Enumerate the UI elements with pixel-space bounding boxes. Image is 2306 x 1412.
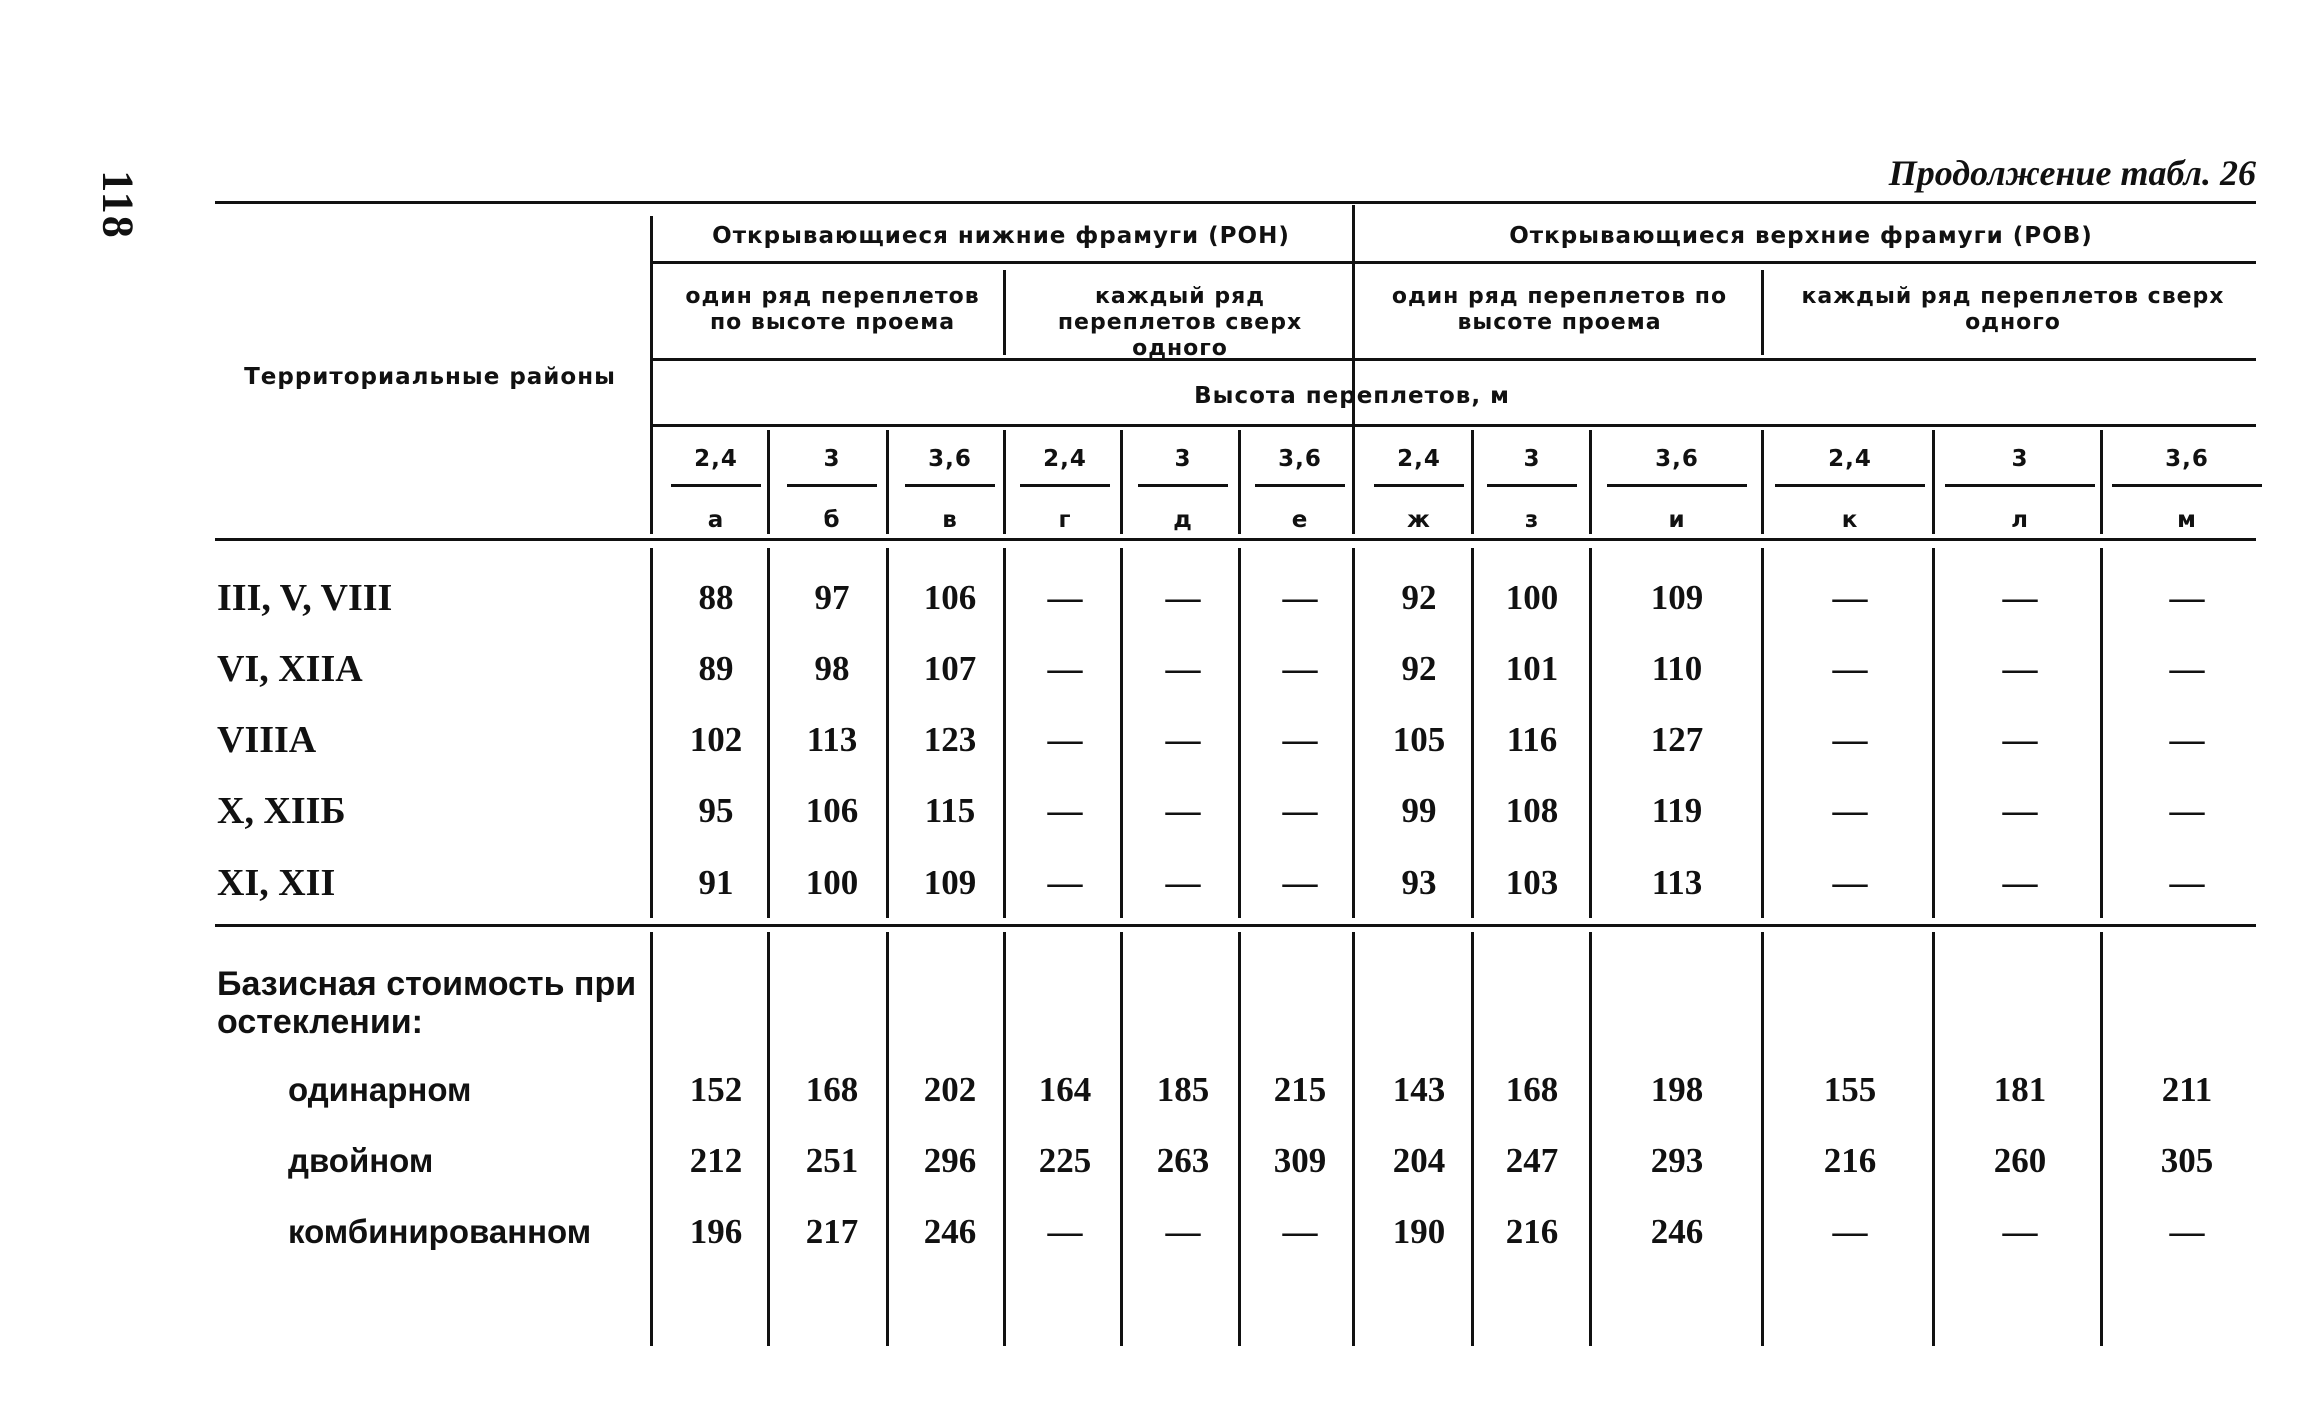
glazing-type-label: двойном bbox=[288, 1142, 434, 1179]
height-underline bbox=[1374, 484, 1464, 487]
value-cell: 246 bbox=[1650, 1212, 1704, 1251]
value-cell: 99 bbox=[1401, 791, 1437, 830]
column-letter: б bbox=[823, 507, 841, 533]
rule-top bbox=[215, 201, 2256, 204]
column-rule bbox=[767, 430, 770, 534]
column-rule bbox=[1761, 548, 1764, 918]
value-cell: — bbox=[1165, 863, 1201, 902]
value-cell: 89 bbox=[698, 649, 734, 688]
value-cell: 100 bbox=[805, 863, 859, 902]
value-cell: 305 bbox=[2160, 1141, 2214, 1180]
value-cell: 181 bbox=[1993, 1070, 2047, 1109]
value-cell: 293 bbox=[1650, 1141, 1704, 1180]
value-cell: 106 bbox=[923, 578, 977, 617]
value-cell: 109 bbox=[1650, 578, 1704, 617]
value-cell: — bbox=[1165, 649, 1201, 688]
value-cell: 95 bbox=[698, 791, 734, 830]
column-rule bbox=[767, 548, 770, 918]
value-cell: 100 bbox=[1505, 578, 1559, 617]
group-header-lower: Открывающиеся нижние фрамуги (РОН) bbox=[712, 223, 1290, 249]
glazing-type-label: комбинированном bbox=[288, 1213, 592, 1250]
column-letter: л bbox=[2011, 507, 2029, 533]
subgroup-header-upper-each: каждый ряд переплетов сверх одного bbox=[1801, 284, 2225, 335]
value-cell: 155 bbox=[1823, 1070, 1877, 1109]
value-cell: 105 bbox=[1392, 720, 1446, 759]
column-rule bbox=[886, 932, 889, 1346]
value-cell: 127 bbox=[1650, 720, 1704, 759]
value-cell: 92 bbox=[1401, 649, 1437, 688]
column-letter: ж bbox=[1407, 507, 1431, 533]
value-cell: — bbox=[2169, 791, 2205, 830]
column-rule bbox=[2100, 932, 2103, 1346]
value-cell: — bbox=[2169, 720, 2205, 759]
value-cell: 92 bbox=[1401, 578, 1437, 617]
column-letter: в bbox=[942, 507, 958, 533]
height-cell: 3,6 bbox=[1655, 446, 1699, 472]
column-rule bbox=[1238, 932, 1241, 1346]
height-underline bbox=[1607, 484, 1747, 487]
column-rule bbox=[2100, 430, 2103, 534]
value-cell: — bbox=[1832, 720, 1868, 759]
column-rule bbox=[650, 932, 653, 1346]
value-cell: 123 bbox=[923, 720, 977, 759]
column-letter: г bbox=[1058, 507, 1072, 533]
height-cell: 2,4 bbox=[1397, 446, 1441, 472]
value-cell: — bbox=[1282, 578, 1318, 617]
subgroup-divider-lower bbox=[1003, 270, 1006, 355]
value-cell: 119 bbox=[1651, 791, 1703, 830]
column-rule bbox=[1238, 430, 1241, 534]
value-cell: 107 bbox=[923, 649, 977, 688]
value-cell: 113 bbox=[1651, 863, 1703, 902]
column-rule bbox=[1471, 548, 1474, 918]
value-cell: — bbox=[2002, 578, 2038, 617]
column-rule bbox=[1003, 548, 1006, 918]
value-cell: 113 bbox=[806, 720, 858, 759]
column-rule bbox=[886, 548, 889, 918]
value-cell: — bbox=[2002, 1212, 2038, 1251]
value-cell: 190 bbox=[1392, 1212, 1446, 1251]
value-cell: 101 bbox=[1505, 649, 1559, 688]
height-underline bbox=[1775, 484, 1925, 487]
region-label: XI, XII bbox=[217, 862, 336, 904]
column-rule bbox=[767, 932, 770, 1346]
value-cell: 164 bbox=[1038, 1070, 1092, 1109]
value-cell: 212 bbox=[689, 1141, 743, 1180]
value-cell: 103 bbox=[1505, 863, 1559, 902]
column-rule bbox=[1471, 430, 1474, 534]
column-rule bbox=[1932, 430, 1935, 534]
value-cell: — bbox=[1832, 1212, 1868, 1251]
value-cell: 93 bbox=[1401, 863, 1437, 902]
value-cell: 97 bbox=[814, 578, 850, 617]
value-cell: — bbox=[2002, 649, 2038, 688]
subgroup-header-lower-each: каждый ряд переплетов сверх одного bbox=[1057, 284, 1303, 361]
value-cell: — bbox=[2169, 578, 2205, 617]
value-cell: 115 bbox=[924, 791, 976, 830]
value-cell: 102 bbox=[689, 720, 743, 759]
table-continuation-caption: Продолжение табл. 26 bbox=[1888, 153, 2256, 193]
height-underline bbox=[787, 484, 877, 487]
height-underline bbox=[1255, 484, 1345, 487]
value-cell: — bbox=[1165, 720, 1201, 759]
value-cell: 216 bbox=[1505, 1212, 1559, 1251]
column-letter: з bbox=[1524, 507, 1540, 533]
height-cell: 3,6 bbox=[2165, 446, 2209, 472]
value-cell: — bbox=[1047, 1212, 1083, 1251]
value-cell: 168 bbox=[1505, 1070, 1559, 1109]
value-cell: 204 bbox=[1392, 1141, 1446, 1180]
value-cell: — bbox=[1047, 791, 1083, 830]
column-rule bbox=[1120, 932, 1123, 1346]
region-label: X, XIIБ bbox=[217, 790, 346, 832]
value-cell: — bbox=[2169, 863, 2205, 902]
page-number: 118 bbox=[93, 170, 143, 240]
value-cell: — bbox=[2002, 791, 2038, 830]
value-cell: — bbox=[1047, 863, 1083, 902]
height-underline bbox=[2112, 484, 2262, 487]
height-label: Высота переплетов, м bbox=[1194, 383, 1510, 409]
column-rule bbox=[1932, 548, 1935, 918]
rule-header-bottom bbox=[215, 538, 2256, 541]
value-cell: 88 bbox=[698, 578, 734, 617]
value-cell: 91 bbox=[698, 863, 734, 902]
value-cell: 98 bbox=[814, 649, 850, 688]
value-cell: 215 bbox=[1273, 1070, 1327, 1109]
value-cell: — bbox=[1832, 863, 1868, 902]
value-cell: — bbox=[1047, 649, 1083, 688]
column-rule bbox=[1003, 932, 1006, 1346]
rule-under-subgroups bbox=[653, 358, 2256, 361]
height-cell: 3 bbox=[823, 446, 841, 472]
column-rule bbox=[1589, 548, 1592, 918]
value-cell: — bbox=[1282, 720, 1318, 759]
value-cell: — bbox=[2002, 863, 2038, 902]
column-rule bbox=[1761, 430, 1764, 534]
height-cell: 2,4 bbox=[1043, 446, 1087, 472]
height-underline bbox=[1487, 484, 1577, 487]
height-underline bbox=[671, 484, 761, 487]
value-cell: — bbox=[1832, 578, 1868, 617]
height-cell: 3,6 bbox=[1278, 446, 1322, 472]
value-cell: 263 bbox=[1156, 1141, 1210, 1180]
value-cell: 247 bbox=[1505, 1141, 1559, 1180]
height-cell: 3 bbox=[2011, 446, 2029, 472]
height-underline bbox=[1138, 484, 1228, 487]
column-rule bbox=[1352, 932, 1355, 1346]
height-underline bbox=[1945, 484, 2095, 487]
glazing-type-label: одинарном bbox=[288, 1071, 472, 1108]
value-cell: — bbox=[2002, 720, 2038, 759]
value-cell: — bbox=[1282, 791, 1318, 830]
height-cell: 2,4 bbox=[1828, 446, 1872, 472]
column-rule bbox=[1352, 548, 1355, 918]
column-rule bbox=[2100, 548, 2103, 918]
column-letter: д bbox=[1173, 507, 1193, 533]
value-cell: 196 bbox=[689, 1212, 743, 1251]
value-cell: 109 bbox=[923, 863, 977, 902]
value-cell: 251 bbox=[805, 1141, 859, 1180]
height-cell: 3 bbox=[1174, 446, 1192, 472]
value-cell: 110 bbox=[1651, 649, 1703, 688]
column-rule bbox=[650, 430, 653, 534]
column-letter: и bbox=[1668, 507, 1686, 533]
region-label: VI, XIIА bbox=[217, 648, 363, 690]
value-cell: — bbox=[1047, 720, 1083, 759]
group-header-upper: Открывающиеся верхние фрамуги (РОВ) bbox=[1509, 223, 2093, 249]
column-letter: м bbox=[2177, 507, 2197, 533]
height-cell: 3 bbox=[1523, 446, 1541, 472]
column-rule bbox=[1471, 932, 1474, 1346]
value-cell: — bbox=[1832, 791, 1868, 830]
value-cell: — bbox=[1047, 578, 1083, 617]
value-cell: — bbox=[1165, 791, 1201, 830]
value-cell: 296 bbox=[923, 1141, 977, 1180]
column-rule bbox=[1589, 932, 1592, 1346]
column-rule bbox=[1120, 430, 1123, 534]
height-underline bbox=[905, 484, 995, 487]
value-cell: — bbox=[1165, 578, 1201, 617]
value-cell: — bbox=[1165, 1212, 1201, 1251]
region-label: III, V, VIII bbox=[217, 577, 393, 619]
base-cost-label: Базисная стоимость при остеклении: bbox=[217, 965, 637, 1041]
value-cell: — bbox=[1282, 863, 1318, 902]
column-rule bbox=[886, 430, 889, 534]
column-rule bbox=[1120, 548, 1123, 918]
rule-under-height-label bbox=[653, 424, 2256, 427]
value-cell: — bbox=[1282, 1212, 1318, 1251]
column-letter: а bbox=[707, 507, 725, 533]
subgroup-header-lower-one: один ряд переплетов по высоте проема bbox=[685, 284, 980, 335]
value-cell: 106 bbox=[805, 791, 859, 830]
column-rule bbox=[1003, 430, 1006, 534]
column-rule bbox=[1932, 932, 1935, 1346]
rule-section-divider bbox=[215, 924, 2256, 927]
value-cell: — bbox=[1832, 649, 1868, 688]
value-cell: — bbox=[2169, 1212, 2205, 1251]
height-underline bbox=[1020, 484, 1110, 487]
value-cell: 309 bbox=[1273, 1141, 1327, 1180]
height-cell: 3,6 bbox=[928, 446, 972, 472]
column-letter: е bbox=[1291, 507, 1309, 533]
value-cell: 198 bbox=[1650, 1070, 1704, 1109]
value-cell: — bbox=[1282, 649, 1318, 688]
value-cell: 168 bbox=[805, 1070, 859, 1109]
column-rule bbox=[1352, 430, 1355, 534]
stub-header: Территориальные районы bbox=[244, 364, 616, 390]
value-cell: 211 bbox=[2161, 1070, 2213, 1109]
value-cell: 116 bbox=[1506, 720, 1558, 759]
value-cell: — bbox=[2169, 649, 2205, 688]
value-cell: 246 bbox=[923, 1212, 977, 1251]
value-cell: 260 bbox=[1993, 1141, 2047, 1180]
value-cell: 225 bbox=[1038, 1141, 1092, 1180]
value-cell: 152 bbox=[689, 1070, 743, 1109]
value-cell: 143 bbox=[1392, 1070, 1446, 1109]
column-rule bbox=[1761, 932, 1764, 1346]
subgroup-header-upper-one: один ряд переплетов по высоте проема bbox=[1391, 284, 1728, 335]
value-cell: 217 bbox=[805, 1212, 859, 1251]
column-rule bbox=[1238, 548, 1241, 918]
rule-under-groups bbox=[653, 261, 2256, 264]
column-rule bbox=[1589, 430, 1592, 534]
height-cell: 2,4 bbox=[694, 446, 738, 472]
value-cell: 185 bbox=[1156, 1070, 1210, 1109]
value-cell: 108 bbox=[1505, 791, 1559, 830]
subgroup-divider-upper bbox=[1761, 270, 1764, 355]
region-label: VIIIА bbox=[217, 719, 317, 761]
column-rule bbox=[650, 548, 653, 918]
column-letter: к bbox=[1841, 507, 1859, 533]
value-cell: 216 bbox=[1823, 1141, 1877, 1180]
value-cell: 202 bbox=[923, 1070, 977, 1109]
